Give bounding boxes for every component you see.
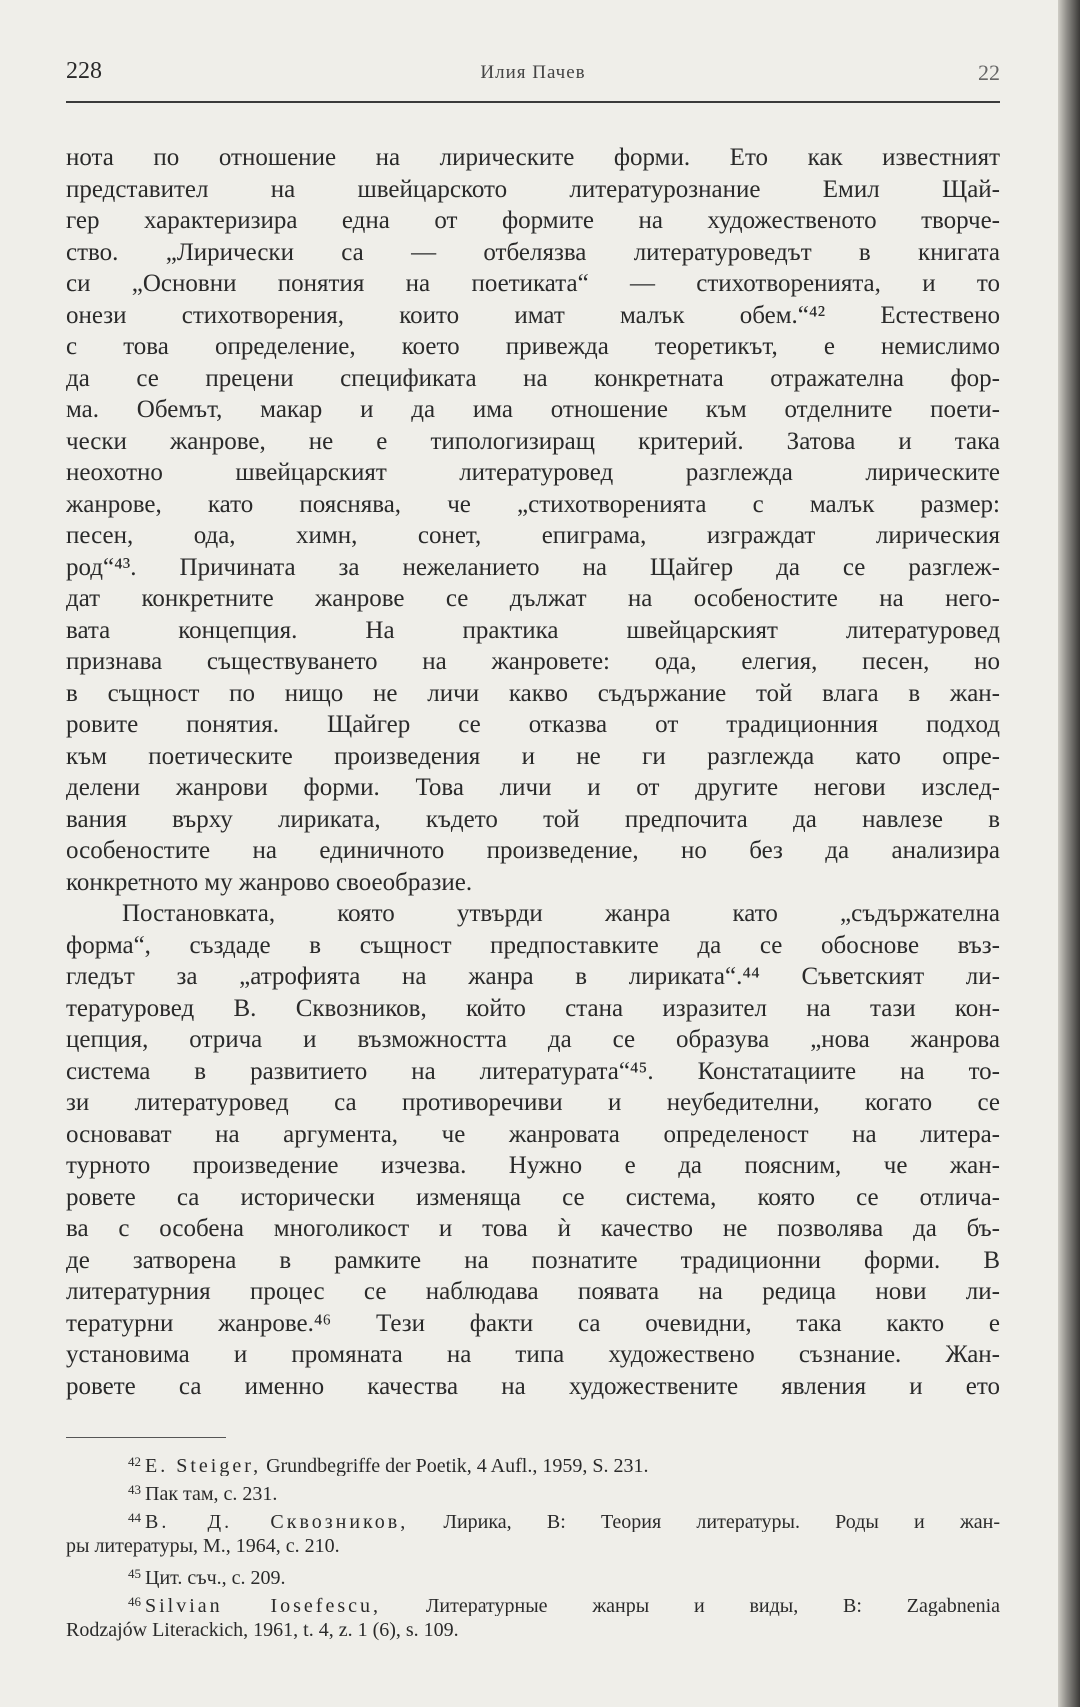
footnote-author: E. Steiger,: [145, 1455, 262, 1476]
footnote-number: 45: [128, 1566, 141, 1581]
text-line: представител на швейцарското литературознание Емил Щай-: [66, 175, 1000, 203]
text-line: особеностите на единичното произведение, но без да анализира: [66, 837, 1000, 864]
footnote-42: [66, 1448, 1000, 1476]
footnote-text: Grundbegriffe der Poetik, 4 Aufl., 1959, S. 231.: [266, 1455, 649, 1476]
text-line: конкретното му жанрово своеобразие.: [66, 868, 473, 896]
text-line: тературовед В. Сквозников, който стана изразител на тази кон-: [66, 994, 1000, 1022]
text-line: ва с особена многоликост и това ѝ качество не позволява да бъ-: [66, 1215, 1000, 1242]
text-line: онези стихотворения, които имат малък обем.“⁴² Естествено: [66, 301, 1000, 329]
text-line: неохотно швейцарският литературовед разглежда лирическите: [66, 459, 1000, 486]
footnote-number: 46: [128, 1594, 141, 1609]
footnote-46-continuation: Rodzajów Literackich, 1961, t. 4, z. 1 (6), s. 109.: [66, 1619, 459, 1641]
footnote-44: [66, 1504, 1000, 1532]
footnote-rule: [66, 1437, 226, 1438]
footnote-46: [66, 1588, 1000, 1616]
text-line: ство. „Лирически са — отбелязва литературоведът в книгата: [66, 238, 1000, 266]
footnote-text: Лирика, В: Теория литературы. Роды и жан-: [443, 1511, 1000, 1532]
text-line: турното произведение изчезва. Нужно е да поясним, че жан-: [66, 1152, 1000, 1179]
text-line: да се прецени спецификата на конкретната отражателна фор-: [66, 364, 1000, 392]
text-line: дат конкретните жанрове се дължат на особеностите на него-: [66, 585, 1000, 612]
text-line: основават на аргумента, че жанровата определеност на литера-: [66, 1120, 1000, 1148]
footnote-author: Silvian Iosefescu,: [145, 1595, 381, 1616]
text-line: цепция, отрича и възможността да се образува „нова жанрова: [66, 1026, 1000, 1053]
text-line: форма“, създаде в същност предпоставките да се обоснове въз-: [66, 931, 1000, 959]
text-line: гер характеризира една от формите на художественото творче-: [66, 207, 1000, 234]
footnote-44-continuation: ры литературы, М., 1964, с. 210.: [66, 1535, 340, 1557]
text-line: с това определение, което привежда теоретикът, е немислимо: [66, 333, 1000, 360]
running-head-author: Илия Пачев: [480, 62, 586, 83]
text-line: установима и промяната на типа художествено съзнание. Жан-: [66, 1341, 1000, 1368]
footnote-text: Пак там, с. 231.: [145, 1483, 278, 1504]
text-line: признава съществуването на жанровете: ода, елегия, песен, но: [66, 648, 1000, 675]
text-line: вания върху лириката, където той предпочита да навлезе в: [66, 805, 1000, 833]
text-line: де затворена в рамките на познатите традиционни форми. В: [66, 1246, 1000, 1274]
text-line: зи литературовед са противоречиви и неубедителни, когато се: [66, 1089, 1000, 1116]
footnote-45: [66, 1560, 1000, 1588]
footnote-43: [66, 1476, 1000, 1504]
footnotes: [66, 1448, 1000, 1644]
text-line: ровете са исторически изменяща се система, която се отлича-: [66, 1183, 1000, 1211]
footnote-number: 43: [128, 1482, 141, 1497]
text-line: нота по отношение на лирическите форми. Ето как известният: [66, 144, 1000, 171]
issue-number: 22: [978, 60, 1000, 85]
text-line: ма. Обемът, макар и да има отношение към отделните поети-: [66, 396, 1000, 423]
header-rule: [66, 101, 1000, 103]
body-text: [66, 142, 1000, 1402]
text-line: си „Основни понятия на поетиката“ — стихотворенията, и то: [66, 270, 1000, 297]
footnote-text: Литературные жанры и виды, В: Zagabnenia: [425, 1595, 1000, 1616]
text-line: песен, ода, химн, сонет, епиграма, изграждат лирическия: [66, 522, 1000, 549]
text-line: Постановката, която утвърди жанра като „съдържателна: [122, 900, 1000, 927]
text-line: делени жанрови форми. Това личи и от другите негови изслед-: [66, 774, 1000, 801]
text-line: в същност по нищо не личи какво съдържание той влага в жан-: [66, 679, 1000, 707]
page-number: 228: [66, 58, 102, 84]
footnote-number: 44: [128, 1510, 141, 1525]
footnote-text: Цит. съч., с. 209.: [145, 1567, 286, 1588]
running-head: [66, 58, 1000, 92]
text-line: литературния процес се наблюдава появата на редица нови ли-: [66, 1278, 1000, 1305]
text-line: гледът за „атрофията на жанра в лириката“.⁴⁴ Съветският ли-: [66, 963, 1000, 990]
text-line: ровите понятия. Щайгер се отказва от традиционния подход: [66, 711, 1000, 738]
text-line: система в развитието на литературата“⁴⁵. Констатациите на то-: [66, 1057, 1000, 1085]
text-line: тературни жанрове.⁴⁶ Тези факти са очевидни, така както е: [66, 1309, 1000, 1337]
text-line: чески жанрове, не е типологизиращ критерий. Затова и така: [66, 427, 1000, 455]
text-line: жанрове, като пояснява, че „стихотворенията с малък размер:: [66, 490, 1000, 518]
text-line: към поетическите произведения и не ги разглежда като опре-: [66, 742, 1000, 770]
text-line: род“⁴³. Причината за нежеланието на Щайгер да се разглеж-: [66, 553, 1000, 581]
book-binding-edge: [1058, 0, 1080, 1707]
footnote-number: 42: [128, 1454, 141, 1469]
text-line: ровете са именно качества на художествените явления и ето: [66, 1372, 1000, 1400]
text-line: вата концепция. На практика швейцарският литературовед: [66, 616, 1000, 644]
footnote-author: В. Д. Сквозников,: [145, 1511, 409, 1532]
